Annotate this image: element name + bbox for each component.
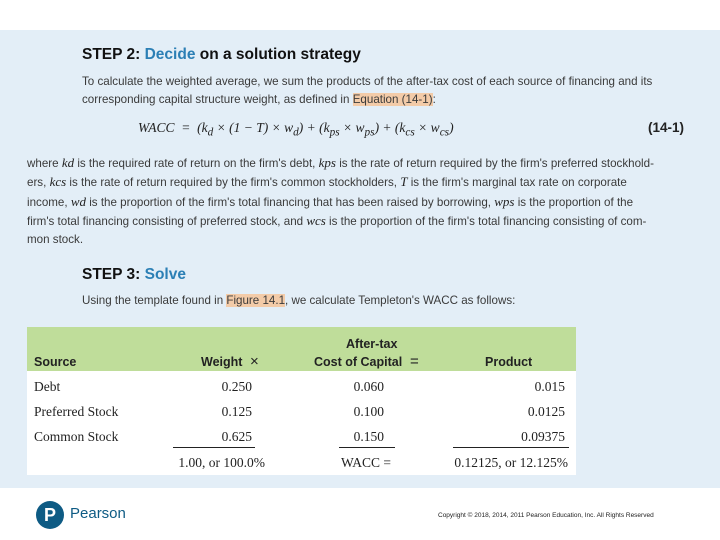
intro-line-2: [82, 91, 652, 109]
times-sign: ×: [250, 353, 259, 370]
cost-total-rule: [339, 447, 395, 448]
wacc-equation: WACC = $(k_d \times (1 - T) \times w_d) + (k_{ps} \times w_{ps}) + (k_{cs} \times w_{cs})$: [138, 120, 454, 139]
explanation-line-4: [27, 212, 654, 231]
intro-line-1: To calculate the weighted average, we sum the products of the after-tax cost of each source of financing and its: [82, 75, 653, 88]
symbol-kcs: kcs: [49, 174, 67, 190]
row-2-cost: 0.100: [353, 404, 384, 419]
text: is the proportion of the firm's total financing that has been raised by borrowing,: [86, 195, 495, 209]
row-2-source: Preferred Stock: [34, 404, 119, 419]
text: ers,: [27, 176, 50, 190]
explanation-paragraph: [27, 154, 654, 249]
step-3-action: Solve: [144, 266, 186, 283]
text: is the required rate of return on the firm's debt,: [74, 157, 319, 170]
text: where: [27, 157, 62, 170]
text: is the rate of return required by the firm's preferred stockhold-: [335, 157, 654, 170]
intro-line-2-text: corresponding capital structure weight, as defined in: [82, 93, 353, 107]
symbol-wps: wps: [494, 193, 515, 209]
wacc-label: WACC =: [341, 455, 391, 470]
solve-text-end: , we calculate Templeton's WACC as follows:: [285, 294, 516, 307]
solve-text: Using the template found in: [82, 294, 227, 307]
row-3-weight: 0.625: [221, 429, 252, 444]
total-product: 0.12125, or 12.125%: [454, 455, 568, 470]
product-total-rule: [453, 447, 569, 448]
step-3-heading: [82, 266, 186, 284]
text: is the rate of return required by the firm's common stockholders,: [66, 176, 401, 190]
text: firm's total financing consisting of preferred stock, and: [27, 214, 307, 228]
symbol-kd: kd: [61, 155, 75, 170]
row-1-cost: 0.060: [353, 379, 384, 394]
equals-sign: =: [410, 353, 419, 370]
copyright-notice: Copyright © 2018, 2014, 2011 Pearson Education, Inc. All Rights Reserved: [438, 512, 654, 519]
text: income,: [27, 195, 71, 209]
header-product: Product: [485, 355, 533, 369]
header-after-tax: After-tax: [346, 337, 398, 351]
step-2-heading: [82, 46, 361, 64]
intro-line-2-end: :: [432, 93, 436, 107]
step-2-rest: on a solution strategy: [199, 46, 361, 63]
row-3-product: 0.09375: [521, 429, 565, 444]
total-weight: 1.00, or 100.0%: [178, 455, 265, 470]
step-2-prefix: STEP 2:: [82, 46, 141, 63]
row-1-source: Debt: [34, 379, 61, 394]
explanation-line-1: [27, 154, 654, 173]
symbol-T: T: [400, 174, 408, 190]
step-3-prefix: STEP 3:: [82, 266, 141, 283]
text: is the firm's marginal tax rate on corporate: [407, 176, 627, 190]
row-1-weight: 0.250: [221, 379, 252, 394]
explanation-line-2: [27, 173, 654, 192]
symbol-wcs: wcs: [306, 212, 326, 228]
step-2-action: Decide: [144, 46, 196, 63]
wacc-table: [27, 327, 576, 475]
text: is the proportion of the firm's total financing consisting of com-: [325, 214, 647, 228]
header-cost-of-capital: Cost of Capital: [314, 355, 403, 369]
header-weight: Weight: [201, 355, 243, 369]
intro-paragraph: [82, 73, 652, 110]
weight-total-rule: [173, 447, 255, 448]
row-3-source: Common Stock: [34, 429, 119, 444]
symbol-wd: wd: [70, 193, 86, 209]
symbol-kps: kps: [318, 155, 336, 170]
pearson-logo-letter: P: [44, 505, 57, 525]
row-2-weight: 0.125: [221, 404, 252, 419]
row-2-product: 0.0125: [527, 404, 565, 419]
text: is the proportion of the: [514, 195, 634, 209]
row-3-cost: 0.150: [353, 429, 384, 444]
equation-number: (14-1): [648, 120, 685, 135]
solve-paragraph: [82, 292, 515, 310]
equation-link[interactable]: Equation (14-1): [352, 93, 433, 107]
pearson-brand: Pearson: [70, 505, 126, 522]
top-band: [0, 0, 720, 30]
explanation-line-3: [27, 193, 654, 212]
explanation-line-5: mon stock.: [27, 233, 84, 247]
header-source: Source: [34, 355, 77, 369]
row-1-product: 0.015: [534, 379, 565, 394]
figure-link[interactable]: Figure 14.1: [226, 294, 286, 307]
